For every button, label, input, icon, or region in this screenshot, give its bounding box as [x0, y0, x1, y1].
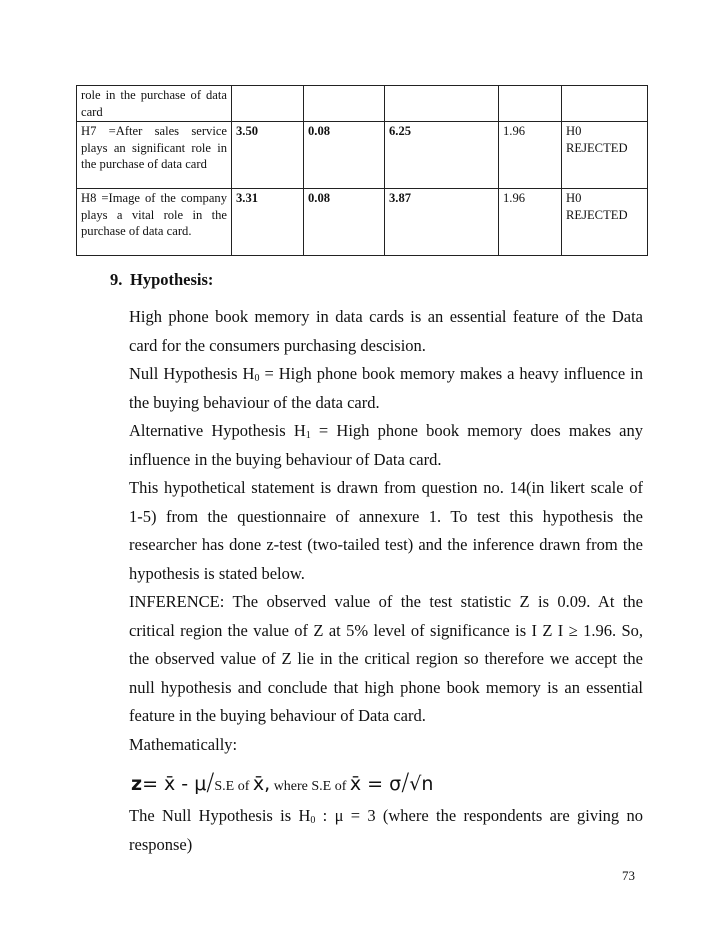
paragraph-line: the observed value of Z lie in the critical region so therefore we accept the — [129, 649, 643, 668]
formula-where: where S.E of — [270, 779, 350, 794]
table-cell-statement: H7 =After sales service plays an significant role in the purchase of data card — [77, 122, 232, 189]
page-number: 73 — [622, 868, 635, 883]
section-title: Hypothesis: — [130, 270, 214, 289]
table-cell-se: 0.08 — [304, 189, 385, 256]
paragraph-line: critical region the value of Z at 5% level of significance is I Z I ≥ 1.96. So, — [129, 621, 643, 640]
table-row — [77, 189, 648, 256]
table-row — [77, 122, 648, 189]
table-cell-z: 6.25 — [385, 122, 499, 189]
table-cell-statement: H8 =Image of the company plays a vital role in the purchase of data card. — [77, 189, 232, 256]
table-cell-se — [304, 86, 385, 122]
paragraph-line — [129, 806, 643, 831]
formula-xbar2: x̄ — [349, 773, 362, 795]
formula-rhs: = σ — [361, 773, 402, 795]
formula-numerator: = x̄ - μ — [142, 773, 207, 795]
table-cell-critical: 1.96 — [499, 122, 562, 189]
results-table — [76, 85, 648, 256]
paragraph-line: hypothesis is stated below. — [129, 564, 305, 583]
table-cell-critical — [499, 86, 562, 122]
text-span: = High phone book memory does makes any — [310, 421, 643, 440]
paragraph-line: 1-5) from the questionnaire of annexure 1. To test this hypothesis the — [129, 507, 643, 526]
section-heading — [110, 270, 213, 290]
paragraph-line: INFERENCE: The observed value of the test statistic Z is 0.09. At the — [129, 592, 643, 611]
paragraph-line: influence in the buying behaviour of Data card. — [129, 450, 442, 469]
subscript: 1 — [305, 430, 311, 441]
table-cell-se: 0.08 — [304, 122, 385, 189]
paragraph-line: Mathematically: — [129, 735, 238, 754]
paragraph-line — [129, 421, 643, 446]
paragraph-line: High phone book memory in data cards is an essential feature of the Data — [129, 307, 643, 326]
section-number: 9. — [110, 270, 123, 289]
subscript: 0 — [310, 815, 316, 826]
formula-se-label: S.E of — [214, 779, 253, 794]
formula-sqrt: √n — [409, 773, 434, 795]
paragraph-line: the buying behaviour of the data card. — [129, 393, 380, 412]
formula-xbar: x̄, — [252, 773, 271, 795]
table-cell-result: H0 REJECTED — [562, 122, 648, 189]
table-cell-critical: 1.96 — [499, 189, 562, 256]
z-formula — [131, 768, 433, 796]
table-cell-result — [562, 86, 648, 122]
text-span: Null Hypothesis H — [129, 364, 255, 383]
paragraph-line: researcher has done z-test (two-tailed test) and the inference drawn from the — [129, 535, 643, 554]
table-cell-mean: 3.50 — [232, 122, 304, 189]
subscript: 0 — [254, 373, 260, 384]
table-cell-mean: 3.31 — [232, 189, 304, 256]
table-cell-z — [385, 86, 499, 122]
table-cell-result: H0 REJECTED — [562, 189, 648, 256]
paragraph-line: feature in the buying behaviour of Data card. — [129, 706, 426, 725]
paragraph-line: null hypothesis and conclude that high phone book memory is an essential — [129, 678, 643, 697]
table-row — [77, 86, 648, 122]
paragraph-line — [129, 364, 643, 389]
formula-slash: / — [206, 768, 215, 796]
paragraph-line: response) — [129, 835, 193, 854]
table-cell-statement: role in the purchase of data card — [77, 86, 232, 122]
text-span: Alternative Hypothesis H — [129, 421, 306, 440]
paragraph-line: This hypothetical statement is drawn from question no. 14(in likert scale of — [129, 478, 643, 497]
table-cell-mean — [232, 86, 304, 122]
formula-slash2: / — [401, 768, 410, 796]
text-span: The Null Hypothesis is H — [129, 806, 311, 825]
text-span: = High phone book memory makes a heavy influence in — [259, 364, 643, 383]
table-cell-z: 3.87 — [385, 189, 499, 256]
text-span: : μ = 3 (where the respondents are giving no — [315, 806, 643, 825]
formula-z: z — [131, 773, 143, 795]
paragraph-line: card for the consumers purchasing descision. — [129, 336, 426, 355]
